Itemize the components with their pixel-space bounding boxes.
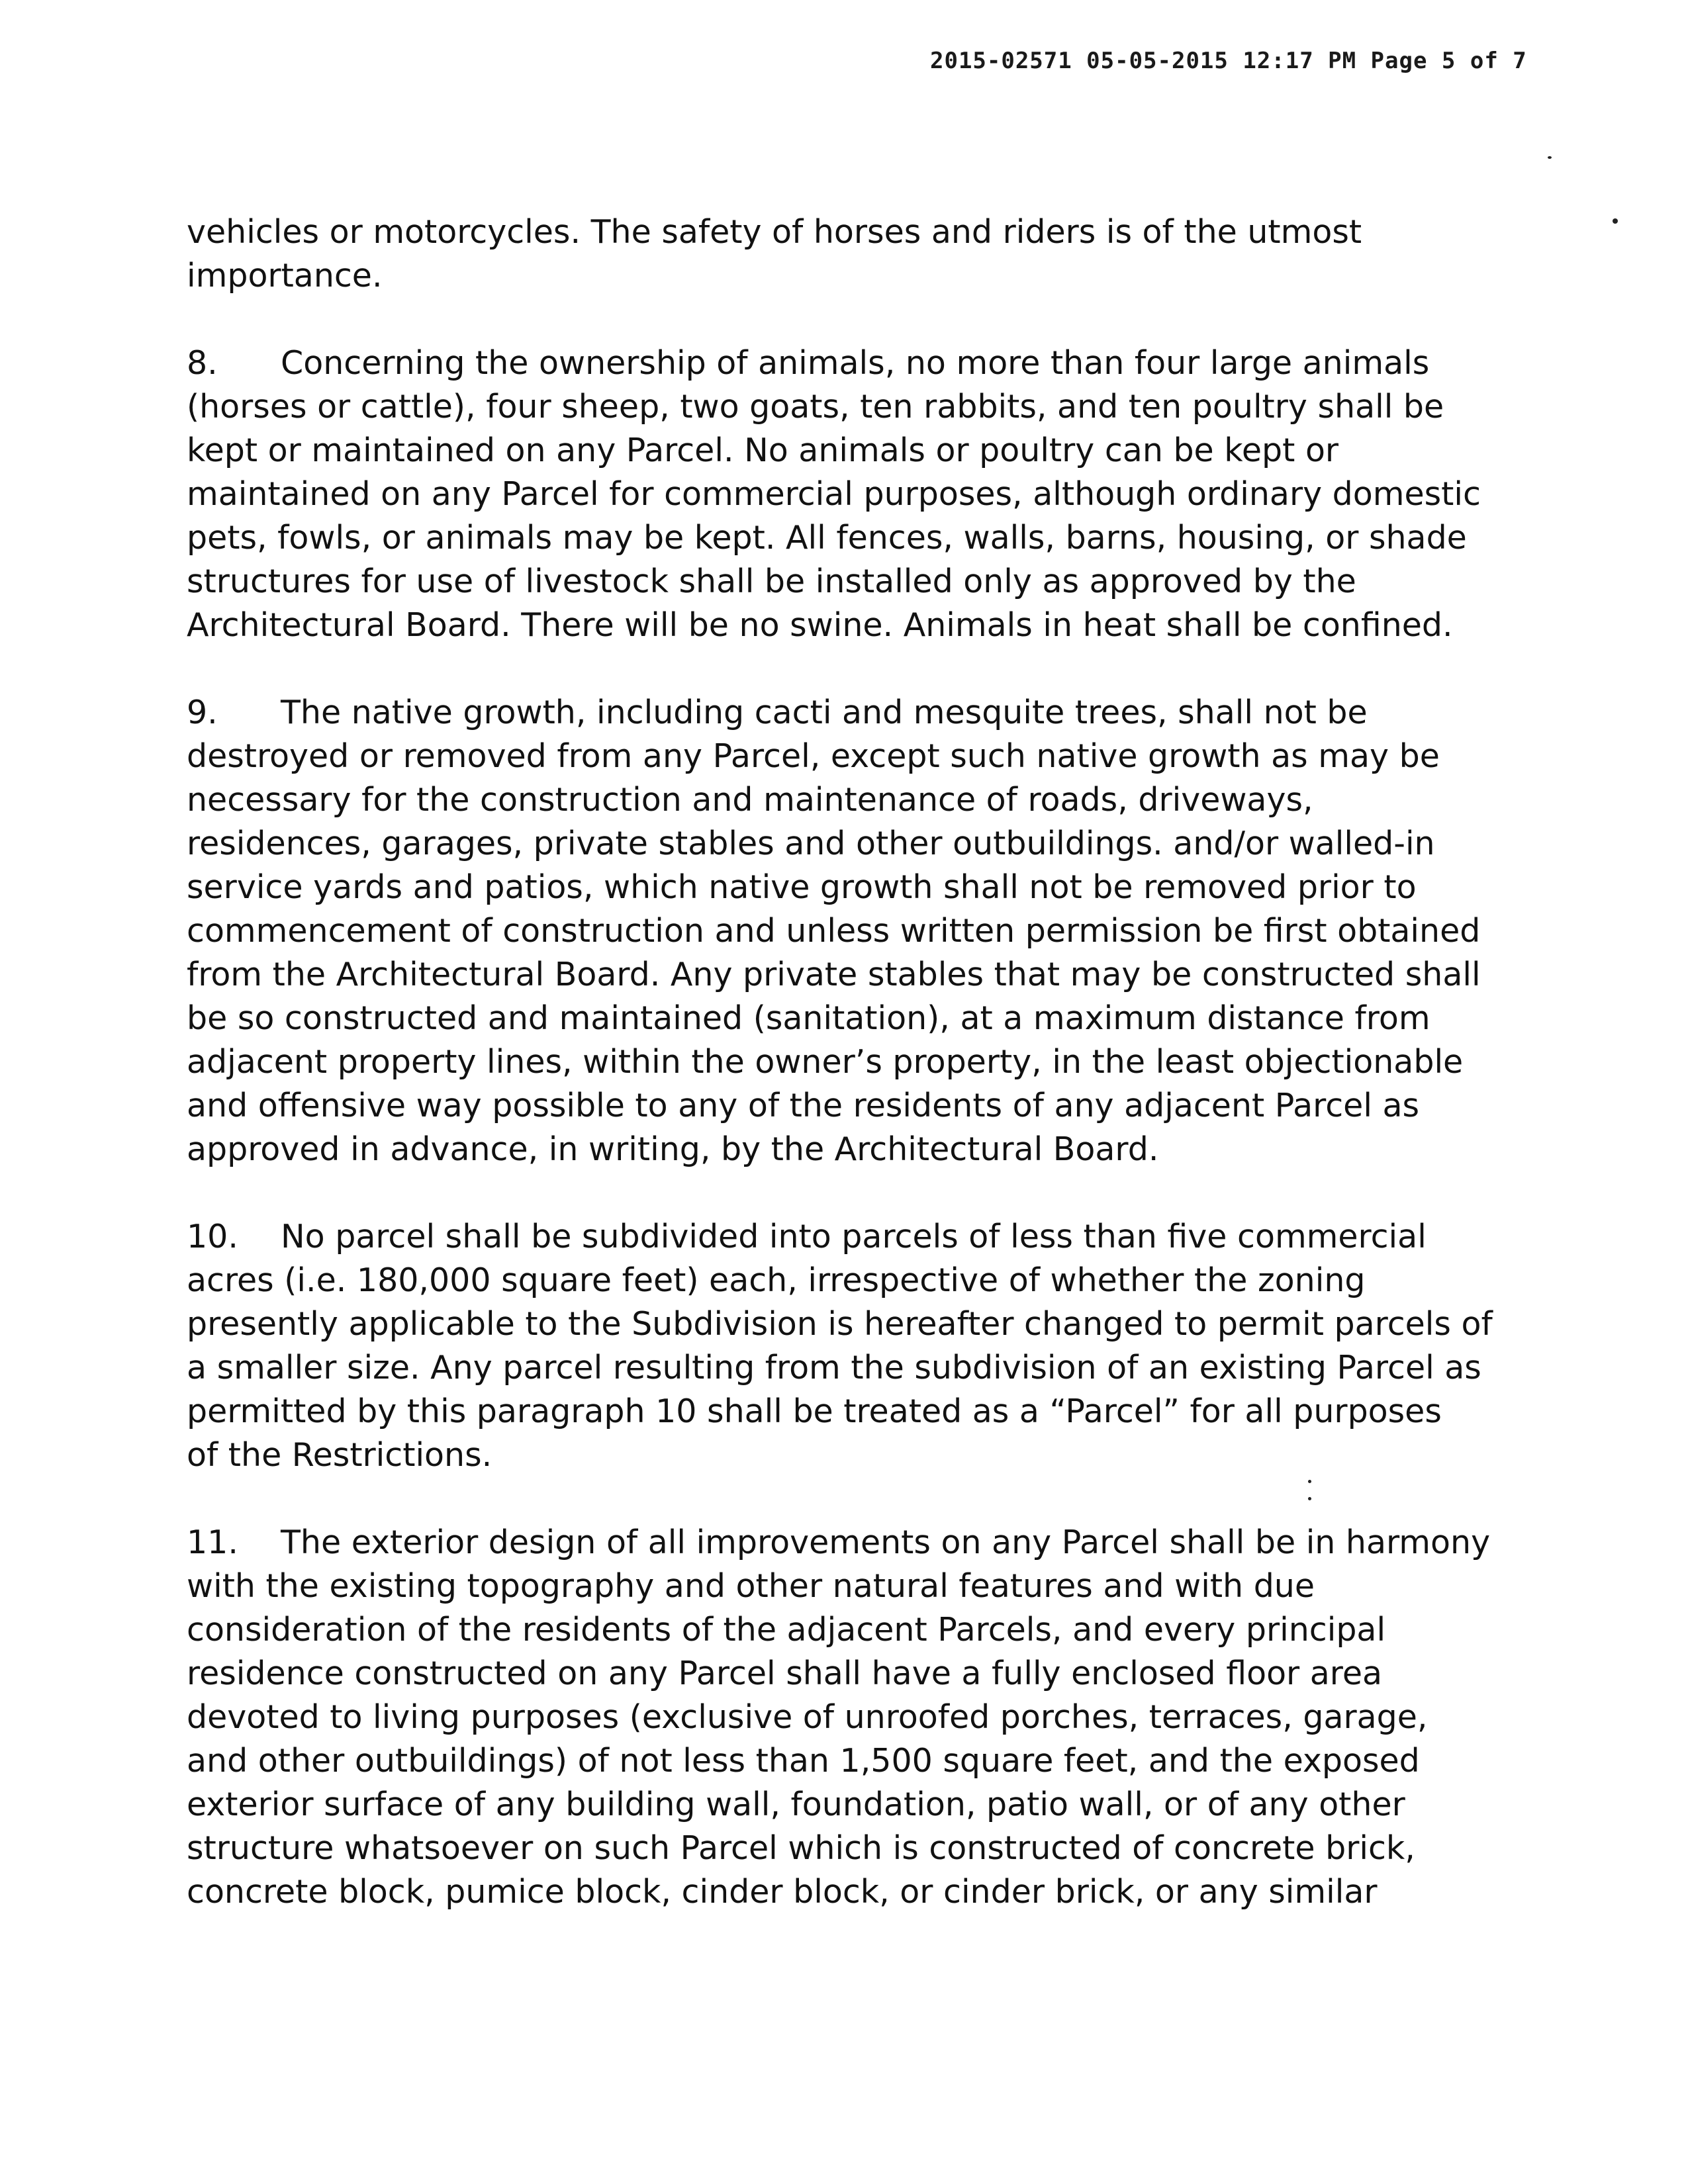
text-line: vehicles or motorcycles. The safety of horses and riders is of the utmost	[187, 213, 1362, 251]
paragraph-11	[187, 1521, 1491, 1914]
paragraph-number: 11.	[187, 1524, 238, 1561]
text-line: a smaller size. Any parcel resulting from the subdivision of an existing Parcel as	[187, 1349, 1481, 1387]
text-line: pets, fowls, or animals may be kept. All fences, walls, barns, housing, or shade	[187, 519, 1467, 557]
paragraph-continued	[187, 210, 1484, 298]
text-line: service yards and patios, which native growth shall not be removed prior to	[187, 868, 1417, 906]
text-line: acres (i.e. 180,000 square feet) each, irrespective of whether the zoning	[187, 1261, 1366, 1299]
text-line: importance.	[187, 257, 383, 295]
text-line: necessary for the construction and maintenance of roads, driveways,	[187, 781, 1313, 819]
text-line	[187, 1215, 1484, 1259]
text-line: and offensive way possible to any of the residents of any adjacent Parcel as	[187, 1087, 1420, 1124]
text-line: and other outbuildings) of not less than 1,500 square feet, and the exposed	[187, 1742, 1420, 1780]
scan-speck	[1613, 218, 1618, 224]
text-line: residences, garages, private stables and other outbuildings. and/or walled-in	[187, 825, 1435, 862]
text-line: approved in advance, in writing, by the Architectural Board.	[187, 1130, 1159, 1168]
text-line: concrete block, pumice block, cinder block, or cinder brick, or any similar	[187, 1873, 1378, 1911]
text-line: exterior surface of any building wall, foundation, patio wall, or of any other	[187, 1786, 1405, 1823]
text-line-content: No parcel shall be subdivided into parcels of less than five commercial	[281, 1218, 1427, 1255]
paragraph-9	[187, 691, 1484, 1171]
text-line: presently applicable to the Subdivision is hereafter changed to permit parcels of	[187, 1305, 1493, 1343]
text-line: maintained on any Parcel for commercial purposes, although ordinary domestic	[187, 475, 1481, 513]
text-line	[187, 341, 1484, 385]
paragraph-8	[187, 341, 1484, 647]
text-line: (horses or cattle), four sheep, two goats, ten rabbits, and ten poultry shall be	[187, 388, 1444, 426]
text-line: structure whatsoever on such Parcel which is constructed of concrete brick,	[187, 1829, 1415, 1867]
text-line: permitted by this paragraph 10 shall be treated as a “Parcel” for all purposes	[187, 1392, 1442, 1430]
text-line	[187, 1521, 1491, 1565]
text-line: commencement of construction and unless written permission be first obtained	[187, 912, 1481, 950]
text-line: residence constructed on any Parcel shall have a fully enclosed floor area	[187, 1655, 1383, 1692]
text-line	[187, 691, 1484, 735]
text-line: with the existing topography and other natural features and with due	[187, 1567, 1315, 1605]
text-line: of the Restrictions.	[187, 1436, 492, 1474]
text-line: destroyed or removed from any Parcel, except such native growth as may be	[187, 737, 1440, 775]
scan-speck	[1548, 156, 1552, 159]
text-line: devoted to living purposes (exclusive of unroofed porches, terraces, garage,	[187, 1698, 1428, 1736]
text-line-content: The exterior design of all improvements on any Parcel shall be in harmony	[281, 1524, 1491, 1561]
text-line: structures for use of livestock shall be installed only as approved by the	[187, 563, 1356, 600]
text-line: from the Architectural Board. Any private stables that may be constructed shall	[187, 956, 1481, 993]
paragraph-number: 9.	[187, 694, 218, 731]
text-line: adjacent property lines, within the owner’s property, in the least objectionable	[187, 1043, 1464, 1081]
paragraph-number: 10.	[187, 1218, 238, 1255]
text-line: Architectural Board. There will be no swine. Animals in heat shall be confined.	[187, 606, 1453, 644]
text-line-content: Concerning the ownership of animals, no more than four large animals	[281, 344, 1430, 382]
text-line: kept or maintained on any Parcel. No animals or poultry can be kept or	[187, 432, 1339, 469]
text-line: be so constructed and maintained (sanitation), at a maximum distance from	[187, 999, 1430, 1037]
text-line: consideration of the residents of the adjacent Parcels, and every principal	[187, 1611, 1386, 1649]
paragraph-number: 8.	[187, 344, 218, 382]
document-body	[187, 210, 1493, 1958]
fax-header-stamp: 2015-02571 05-05-2015 12:17 PM Page 5 of 7	[930, 48, 1527, 74]
text-line-content: The native growth, including cacti and mesquite trees, shall not be	[281, 694, 1368, 731]
paragraph-10	[187, 1215, 1493, 1477]
